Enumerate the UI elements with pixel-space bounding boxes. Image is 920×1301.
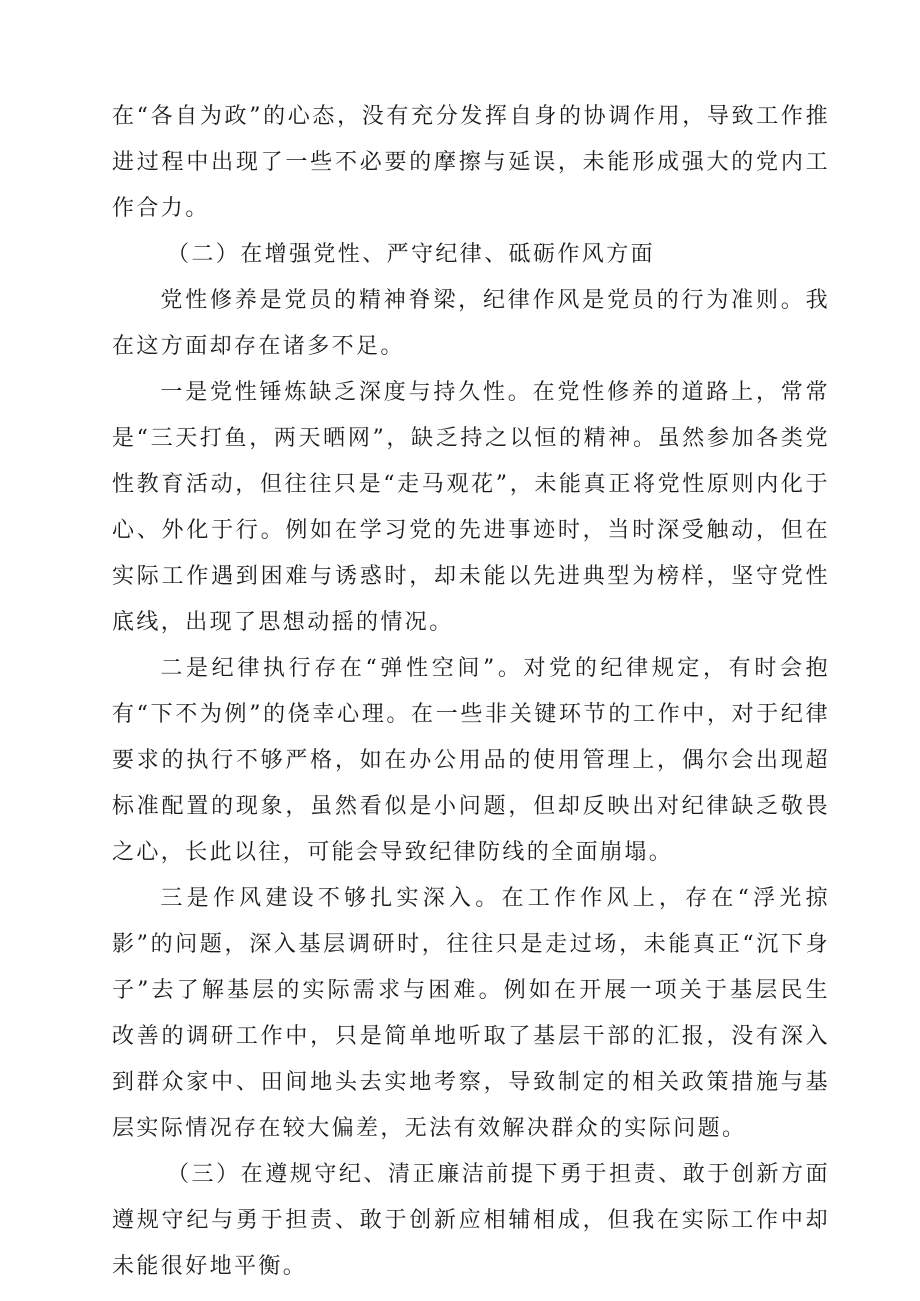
paragraph-point-2: 二是纪律执行存在“弹性空间”。对党的纪律规定，有时会抱有“下不为例”的侥幸心理。在一些非关键环节的工作中，对于纪律要求的执行不够严格，如在办公用品的使用管理上，偶尔会出现超标准配置的现象，虽然看似是小问题，但却反映出对纪律缺乏敬畏之心，长此以往，可能会导致纪律防线的全面崩塌。	[112, 656, 830, 865]
section-heading-2: （二）在增强党性、严守纪律、砥砺作风方面	[167, 242, 656, 267]
paragraph-point-1: 一是党性锤炼缺乏深度与持久性。在党性修养的道路上，常常是“三天打鱼，两天晒网”，缺乏持之以恒的精神。虽然参加各类党性教育活动，但往往只是“走马观花”，未能真正将党性原则内化于心、外化于行。例如在学习党的先进事迹时，当时深受触动，但在实际工作遇到困难与诱惑时，却未能以先进典型为榜样，坚守党性底线，出现了思想动摇的情况。	[112, 380, 830, 635]
paragraph-point-3: 三是作风建设不够扎实深入。在工作作风上，存在“浮光掠影”的问题，深入基层调研时，往往只是走过场，未能真正“沉下身子”去了解基层的实际需求与困难。例如在开展一项关于基层民生改善的调研工作中，只是简单地听取了基层干部的汇报，没有深入到群众家中、田间地头去实地考察，导致制定的相关政策措施与基层实际情况存在较大偏差，无法有效解决群众的实际问题。	[112, 886, 830, 1141]
paragraph-intro: 党性修养是党员的精神脊梁，纪律作风是党员的行为准则。我在这方面却存在诸多不足。	[112, 288, 830, 359]
section-heading-3: （三）在遵规守纪、清正廉洁前提下勇于担责、敢于创新方面遵规守纪与勇于担责、敢于创新应相辅相成，但我在实际工作中却未能很好地平衡。	[112, 1162, 830, 1279]
paragraph-continuation: 在“各自为政”的心态，没有充分发挥自身的协调作用，导致工作推进过程中出现了一些不必要的摩擦与延误，未能形成强大的党内工作合力。	[112, 104, 830, 221]
document-body	[112, 94, 830, 1290]
